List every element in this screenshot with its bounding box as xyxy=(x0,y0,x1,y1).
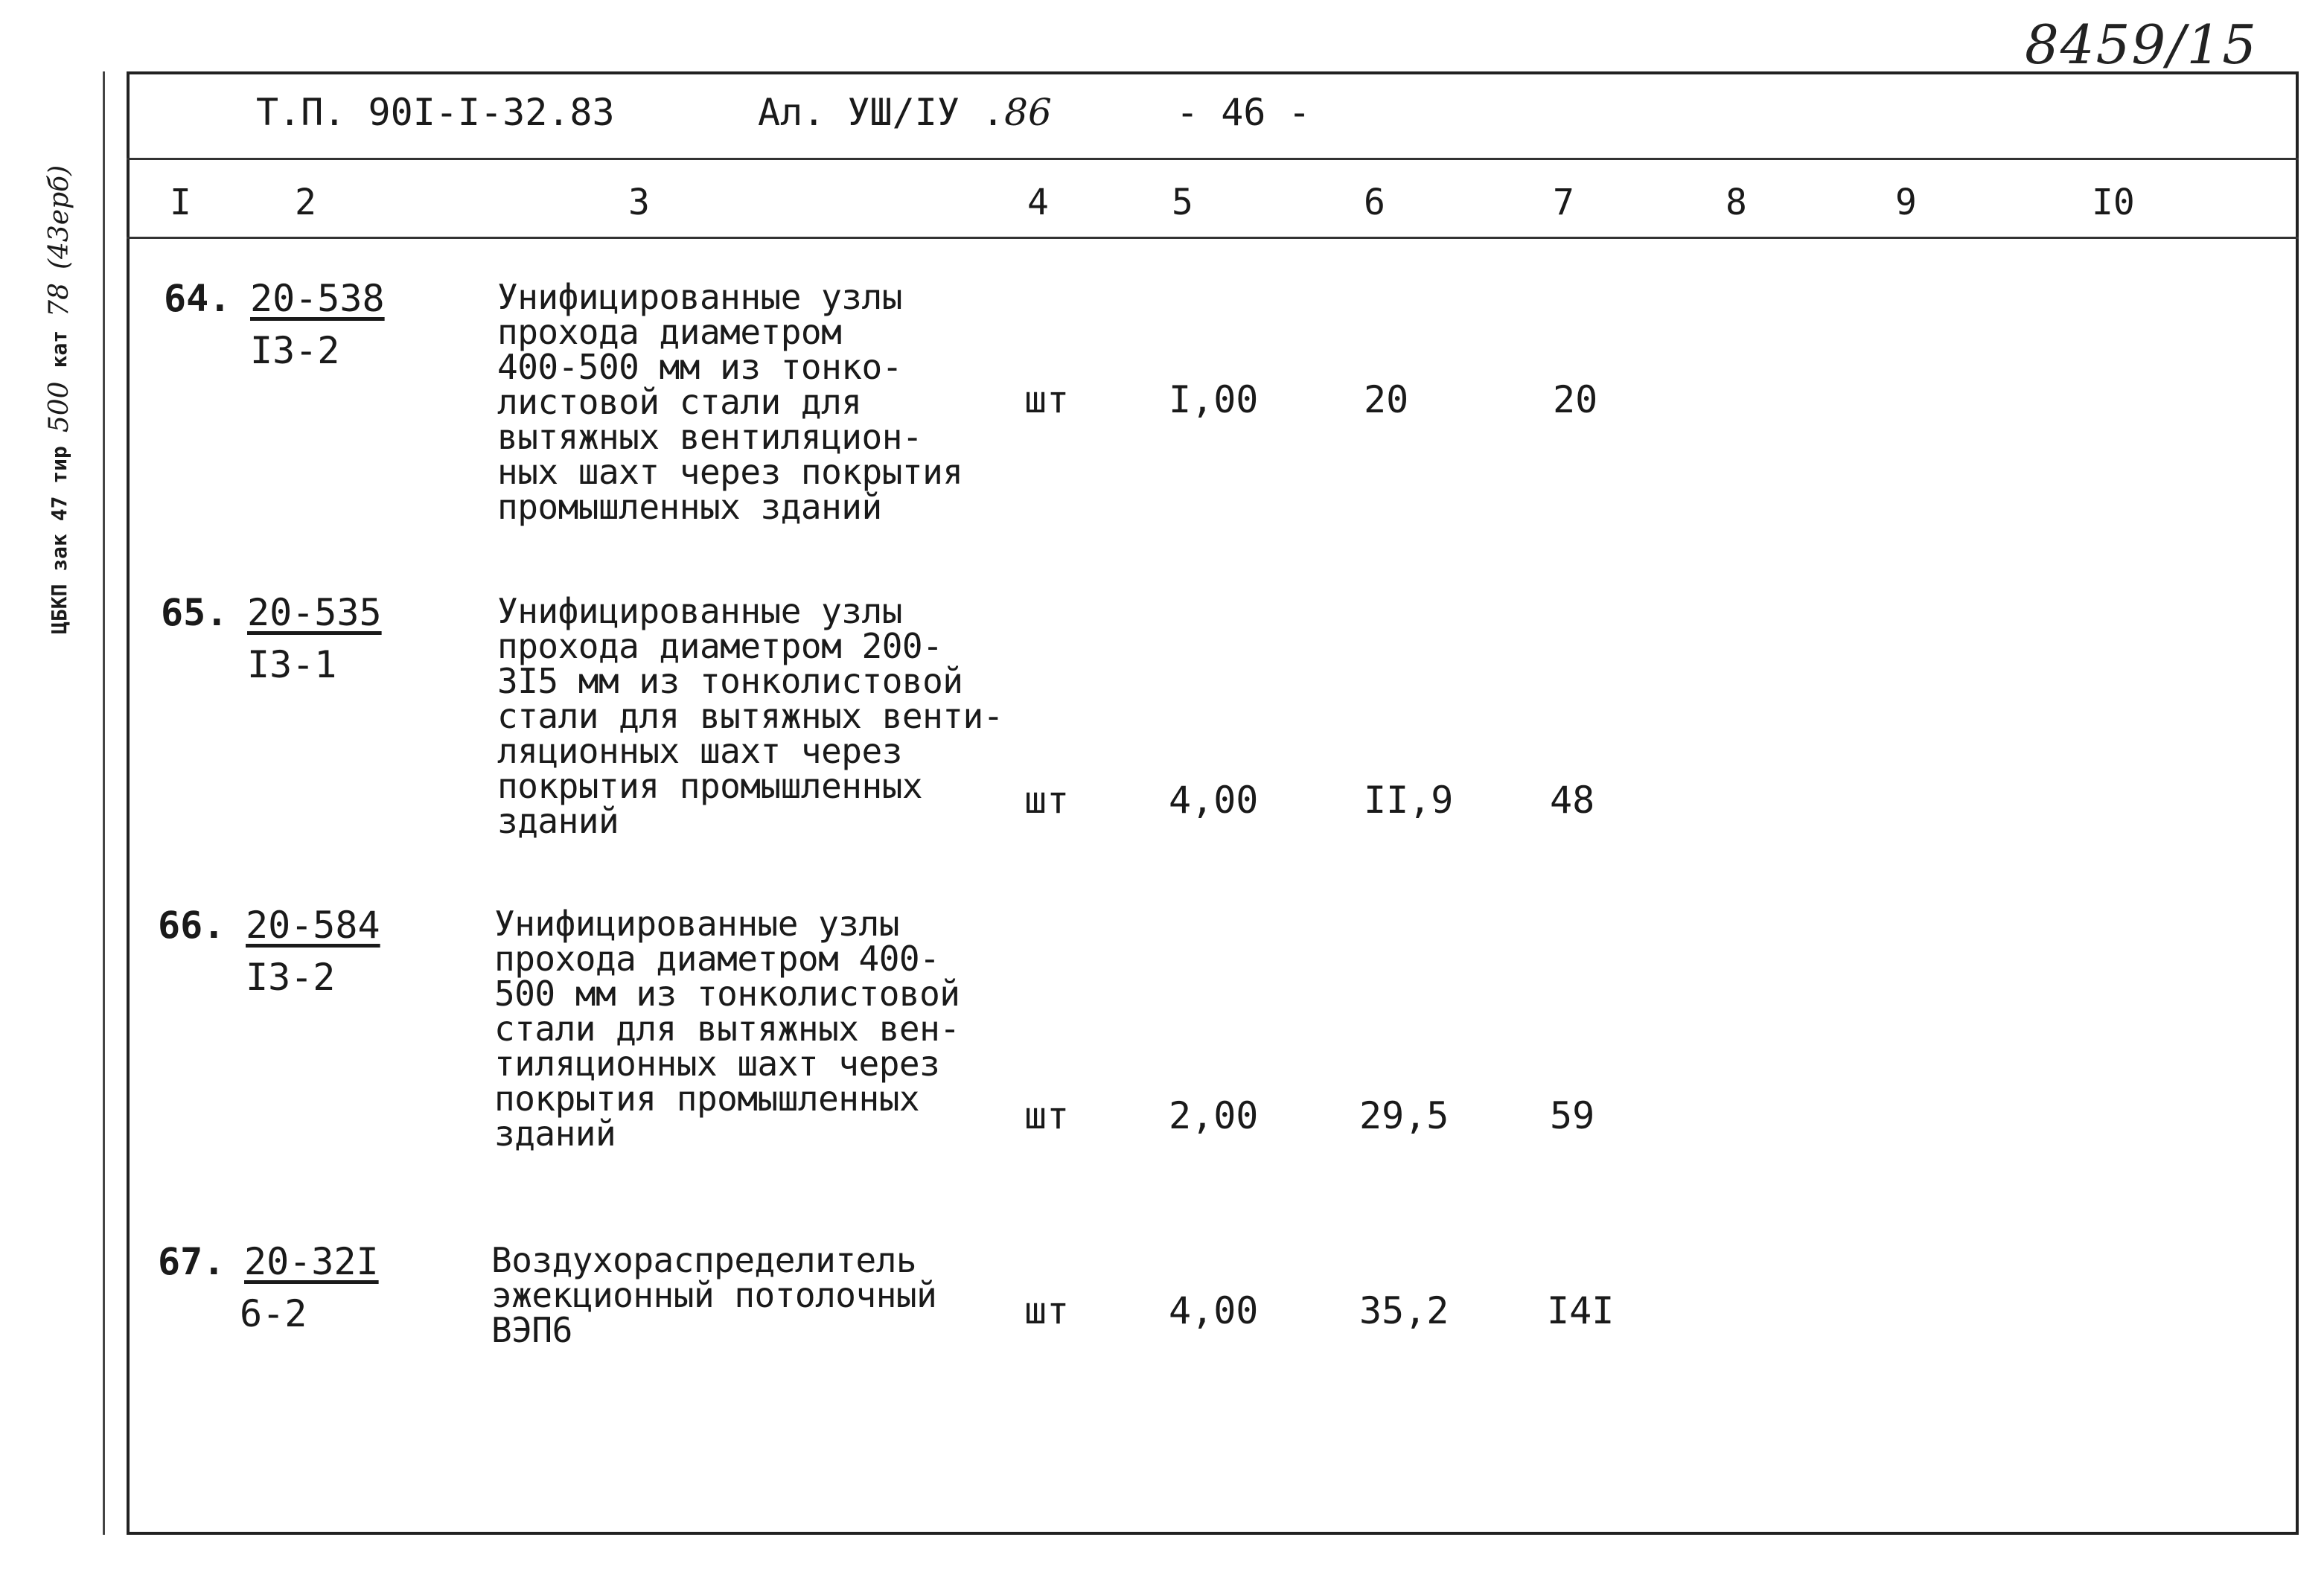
item-unit: шт xyxy=(1024,1289,1070,1332)
item-unit-mass: 35,2 xyxy=(1359,1289,1449,1332)
header-divider xyxy=(127,158,2299,160)
item-unit: шт xyxy=(1024,779,1070,822)
item-total-mass: 20 xyxy=(1553,378,1598,421)
binding-margin-line xyxy=(103,71,105,1535)
item-code: 20-535 xyxy=(247,591,382,634)
column-header: I xyxy=(170,182,191,223)
column-header-divider xyxy=(127,237,2299,239)
item-unit-mass: 20 xyxy=(1364,378,1409,421)
column-header: 3 xyxy=(628,182,650,223)
stamp-printed-text-2: кат xyxy=(46,330,71,368)
row-number: 64. xyxy=(164,277,232,320)
document-code: Т.П. 90I-I-32.83 xyxy=(256,91,615,134)
item-code: 20-538 xyxy=(250,277,385,320)
item-quantity: 4,00 xyxy=(1169,1289,1259,1332)
item-unit-mass: 29,5 xyxy=(1359,1094,1449,1137)
item-subcode: I3-2 xyxy=(250,329,340,372)
stamp-handwritten-catalog: 78 xyxy=(43,283,74,317)
item-quantity: I,00 xyxy=(1169,378,1259,421)
page-number: - 46 - xyxy=(1176,91,1311,134)
column-header: 4 xyxy=(1027,182,1049,223)
item-total-mass: I4I xyxy=(1547,1289,1615,1332)
stamp-printed-text: ЦБКП зак 47 тир xyxy=(46,446,71,634)
album-code xyxy=(758,91,1052,134)
item-subcode: 6-2 xyxy=(240,1292,307,1335)
column-header: 8 xyxy=(1726,182,1747,223)
item-total-mass: 48 xyxy=(1550,779,1595,822)
column-header: 7 xyxy=(1553,182,1574,223)
column-header: 6 xyxy=(1364,182,1385,223)
item-unit-mass: II,9 xyxy=(1364,779,1454,822)
row-number: 65. xyxy=(161,591,229,634)
item-description: Воздухораспределитель эжекционный потолочный ВЭП6 xyxy=(491,1240,937,1350)
item-code: 20-584 xyxy=(246,904,380,947)
item-unit: шт xyxy=(1024,378,1070,421)
column-header: 5 xyxy=(1172,182,1193,223)
corner-handwritten-note: 8459/15 xyxy=(2025,13,2258,76)
row-number: 66. xyxy=(158,904,226,947)
item-unit: шт xyxy=(1024,1094,1070,1137)
stamp-handwritten-copies: (43ерб) xyxy=(43,164,74,270)
column-header: 2 xyxy=(295,182,316,223)
item-quantity: 4,00 xyxy=(1169,779,1259,822)
album-label: Ал. УШ/IУ . xyxy=(758,91,1005,134)
column-header: I0 xyxy=(2092,182,2135,223)
item-subcode: I3-1 xyxy=(247,643,337,686)
album-year: 86 xyxy=(1004,91,1052,134)
item-quantity: 2,00 xyxy=(1169,1094,1259,1137)
column-header: 9 xyxy=(1895,182,1917,223)
item-description: Унифицированные узлы прохода диаметром 400-500 мм из тонко- листовой стали для вытяжных вентиляцион- ных шахт через покрытия промышленных зданий xyxy=(497,277,963,527)
item-code: 20-32I xyxy=(244,1240,379,1283)
stamp-handwritten-run: 500 xyxy=(43,381,74,433)
item-description: Унифицированные узлы прохода диаметром 400- 500 мм из тонколистовой стали для вытяжных вен- тиляционных шахт через покрытия промышленных зданий xyxy=(494,904,960,1154)
item-subcode: I3-2 xyxy=(246,956,336,999)
row-number: 67. xyxy=(158,1240,226,1283)
item-total-mass: 59 xyxy=(1550,1094,1595,1137)
item-description: Унифицированные узлы прохода диаметром 200- 3I5 мм из тонколистовой стали для вытяжных венти- ляционных шахт через покрытия промышленных зданий xyxy=(497,591,1003,841)
side-print-stamp xyxy=(33,68,85,634)
